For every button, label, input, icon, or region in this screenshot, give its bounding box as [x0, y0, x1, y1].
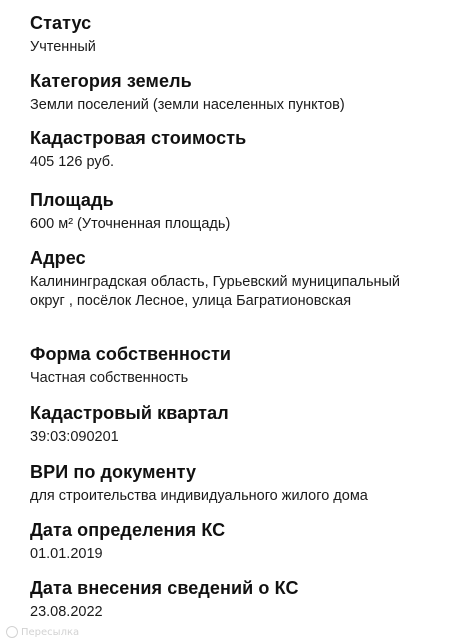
field-value: Калининградская область, Гурьевский муниципальный округ , посёлок Лесное, улица Багратионовская — [30, 274, 401, 309]
field-label: Кадастровый квартал — [30, 403, 229, 423]
field-address — [30, 247, 440, 311]
field-value: Частная собственность — [30, 370, 189, 386]
field-value: 23.08.2022 — [30, 604, 103, 620]
watermark — [6, 626, 79, 638]
field-label: Форма собственности — [30, 344, 232, 364]
field-valuation-date — [30, 519, 440, 564]
field-entry-date — [30, 577, 440, 622]
field-ownership-form — [30, 343, 440, 388]
field-value: для строительства индивидуального жилого дома — [30, 488, 368, 504]
field-label: ВРИ по документу — [30, 462, 197, 482]
field-value: Земли поселений (земли населенных пунктов) — [30, 97, 345, 113]
field-label: Категория земель — [30, 71, 192, 91]
field-label: Статус — [30, 13, 92, 33]
field-value: 405 126 руб. — [30, 154, 115, 170]
field-cadastral-quarter — [30, 402, 440, 447]
field-permitted-use — [30, 461, 440, 506]
field-land-category — [30, 70, 440, 115]
field-value: 600 м² (Уточненная площадь) — [30, 216, 231, 232]
field-label: Дата внесения сведений о КС — [30, 578, 299, 598]
field-value: Учтенный — [30, 39, 96, 55]
watermark-icon — [6, 626, 18, 638]
field-value: 01.01.2019 — [30, 546, 103, 562]
field-status — [30, 12, 440, 57]
field-label: Площадь — [30, 190, 114, 210]
field-label: Дата определения КС — [30, 520, 226, 540]
field-label: Кадастровая стоимость — [30, 128, 247, 148]
field-value: 39:03:090201 — [30, 429, 119, 445]
watermark-text: Пересылка — [21, 626, 80, 638]
field-area — [30, 189, 440, 234]
field-label: Адрес — [30, 248, 86, 268]
field-cadastral-value — [30, 127, 440, 172]
